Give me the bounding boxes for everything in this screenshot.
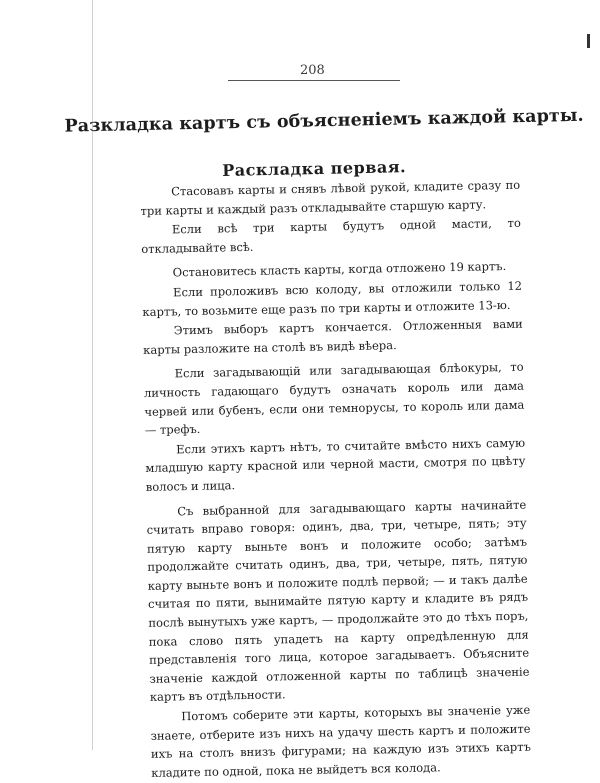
scan-margin-line [92, 0, 93, 750]
page-title [0, 105, 600, 138]
paragraph: Если этихъ картъ нѣтъ, то считайте вмѣсто нихъ самую младшую карту красной или черной масти, смотря по цвѣту волосъ и лица. [145, 435, 526, 494]
paragraph: Если загадывающiй или загадывающая блѣокуры, то личность гадающаго будутъ означать король или дама червей или бубенъ, если они темнорусы, то король или дама — трефъ. [143, 360, 525, 438]
paragraph: Съ выбранной для загадывающаго карты начинайте считать вправо говоря: одинъ, два, три, четыре, пять; эту пятую карту выньте вонъ и положите особо; затѣмъ продолжайте считать одинъ, два, три, четыре, пять, пятую карту выньте вонъ и положите подлѣ первой; — и такъ далѣе считая по пяти, вынимайте пятую карту и кладите въ рядъ послѣ вынутыхъ уже картъ, — продолжайте это до тѣхъ поръ, пока слово пять упадетъ на карту опредѣленную для представленiя того лица, которое загадываетъ. Объясните значенiе каждой отложенной карты по таблицѣ значенiе картъ въ отдѣльности. [146, 497, 530, 705]
paragraph: Этимъ выборъ картъ кончается. Отложенныя вами карты разложите на столѣ въ видѣ вѣера. [143, 316, 523, 357]
paragraph: Потомъ соберите эти карты, которыхъ вы значенiе уже знаете, отберите изъ нихъ на удачу шесть картъ и положите ихъ на столъ внизъ фигурами; на каждую изъ этихъ картъ кладите по одной, пока не выйдетъ вся колода. [150, 702, 532, 780]
page-number-rule [228, 80, 400, 81]
page-title-text: Разкладка картъ съ объясненiемъ каждой карты. [64, 105, 584, 137]
paragraph: Стасовавъ карты и снявъ лѣвой рукой, кладите сразу по три карты и каждый разъ откладывайте старшую карту. [140, 177, 521, 218]
page-number: 208 [300, 63, 325, 78]
body-text [140, 176, 531, 783]
paragraph: Остановитесь класть карты, когда отложено 19 картъ. [172, 259, 507, 280]
scan-edge-mark [587, 34, 590, 48]
section-title: Раскладка первая. [222, 157, 407, 180]
paragraph: Если проложивъ всю колоду, вы отложили только 12 картъ, то возьмите еще разъ по три карты и отложите 13-ю. [142, 278, 523, 319]
paragraph: Если всѣ три карты будутъ одной масти, то откладывайте всѣ. [141, 215, 521, 256]
